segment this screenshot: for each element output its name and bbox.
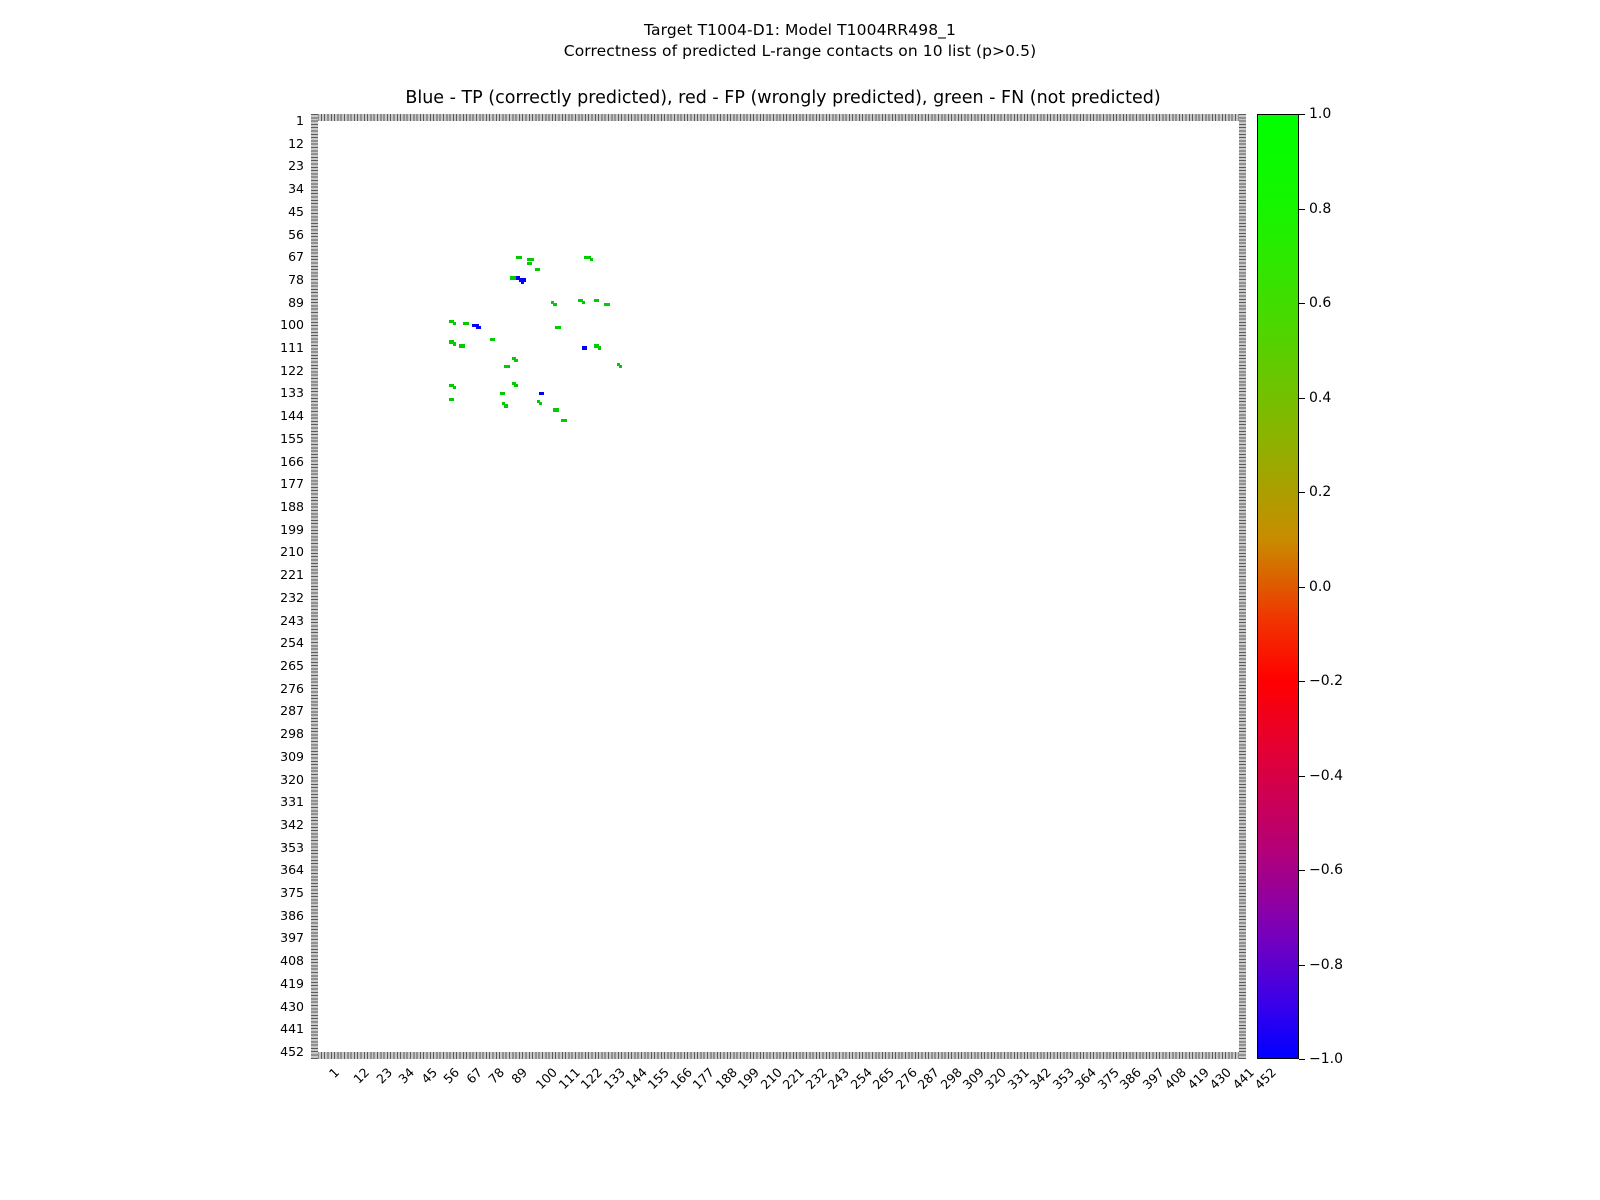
x-axis-tick-label: 265 — [869, 1064, 898, 1093]
x-axis-tick-label: 342 — [1026, 1064, 1055, 1093]
x-axis-tick-label: 111 — [555, 1064, 583, 1093]
colorbar-tick-mark — [1299, 1059, 1305, 1060]
colorbar-tick-label: 0.0 — [1309, 578, 1332, 595]
colorbar-tick-mark — [1299, 114, 1305, 115]
y-axis-tick-label: 386 — [280, 907, 304, 923]
colorbar-tick-label: 1.0 — [1309, 106, 1332, 122]
x-axis-tick-label: 287 — [914, 1064, 943, 1093]
y-axis-tick-label: 199 — [280, 521, 304, 537]
x-axis-tick-label: 34 — [395, 1064, 418, 1087]
x-axis-tick-label: 166 — [667, 1064, 695, 1093]
colorbar-tick-label: 0.6 — [1309, 295, 1332, 311]
x-axis-tick-label: 320 — [982, 1064, 1010, 1093]
x-axis-tick-label: 430 — [1206, 1064, 1235, 1093]
x-axis-tick-label: 331 — [1004, 1064, 1032, 1093]
contact-point — [606, 303, 609, 306]
x-axis-tick-label: 210 — [757, 1064, 785, 1093]
contact-point — [557, 326, 560, 329]
chart-legend-annotation: Blue - TP (correctly predicted), red - FP (wrongly predicted), green - FN (not predicted) — [405, 88, 1161, 108]
y-axis-tick-labels — [240, 114, 304, 1059]
x-axis-tick-label: 441 — [1229, 1064, 1257, 1093]
y-axis-tick-label: 265 — [280, 657, 304, 673]
colorbar-tick-label: −0.2 — [1309, 673, 1343, 689]
y-axis-tick-label: 408 — [280, 953, 304, 969]
y-axis-tick-label: 353 — [280, 839, 304, 855]
chart-title-line-2: Correctness of predicted L-range contacts on 10 list (p>0.5) — [563, 42, 1037, 60]
contact-point — [531, 258, 534, 261]
colorbar-tick-label: −0.4 — [1309, 767, 1343, 784]
colorbar-tick-mark — [1299, 303, 1305, 304]
x-axis-tick-label: 122 — [577, 1064, 606, 1093]
contact-point — [539, 402, 542, 405]
x-axis-tick-label: 23 — [373, 1064, 396, 1087]
x-axis-tick-label: 309 — [959, 1064, 988, 1093]
x-axis-tick-label: 364 — [1071, 1064, 1100, 1093]
y-axis-tick-label: 56 — [288, 226, 304, 242]
colorbar-gradient — [1257, 114, 1299, 1059]
contact-point — [516, 276, 519, 279]
y-axis-tick-label: 133 — [280, 385, 304, 401]
x-axis-tick-labels — [311, 1064, 1280, 1144]
y-axis-tick-label: 276 — [280, 680, 304, 696]
y-axis-tick-label: 287 — [280, 703, 304, 719]
x-axis-tick-label: 386 — [1116, 1064, 1145, 1093]
axis-ticks-right — [1239, 114, 1246, 1059]
axis-ticks-bottom — [311, 1052, 1246, 1059]
x-axis-tick-label: 89 — [507, 1064, 530, 1087]
y-axis-tick-label: 45 — [288, 203, 304, 219]
x-axis-tick-label: 353 — [1049, 1064, 1077, 1093]
colorbar-tick-mark — [1299, 398, 1305, 399]
x-axis-tick-label: 419 — [1184, 1064, 1212, 1093]
contact-point — [472, 324, 475, 327]
colorbar-tick-label: 0.4 — [1309, 389, 1332, 406]
y-axis-tick-label: 452 — [280, 1044, 304, 1059]
colorbar-tick-mark — [1299, 209, 1305, 210]
contact-point — [502, 392, 505, 395]
x-axis-tick-label: 298 — [937, 1064, 965, 1093]
y-axis-tick-label: 320 — [280, 771, 304, 787]
chart-title-block — [0, 20, 1600, 62]
contact-point — [582, 301, 585, 304]
contact-point — [514, 359, 517, 362]
contact-point — [563, 419, 566, 422]
y-axis-tick-label: 1 — [296, 113, 304, 128]
y-axis-tick-label: 188 — [280, 499, 304, 515]
contact-point — [504, 404, 507, 407]
x-axis-tick-label: 12 — [350, 1064, 373, 1087]
x-axis-tick-label: 375 — [1094, 1064, 1122, 1093]
colorbar-tick-label: −1.0 — [1309, 1051, 1343, 1067]
y-axis-tick-label: 419 — [280, 975, 304, 991]
contact-point — [461, 344, 464, 347]
contact-map-points-layer — [318, 121, 1239, 1052]
contact-point — [465, 322, 468, 325]
x-axis-tick-label: 408 — [1161, 1064, 1190, 1093]
y-axis-tick-label: 89 — [288, 294, 304, 310]
contact-point — [590, 258, 593, 261]
x-axis-tick-label: 78 — [485, 1064, 508, 1087]
colorbar-tick-mark — [1299, 965, 1305, 966]
x-axis-tick-label: 452 — [1251, 1064, 1280, 1093]
x-axis-tick-label: 188 — [712, 1064, 740, 1093]
y-axis-tick-label: 155 — [280, 430, 304, 446]
contact-point — [596, 299, 599, 302]
colorbar-tick-mark — [1299, 681, 1305, 682]
contact-point — [555, 408, 558, 411]
y-axis-tick-label: 221 — [280, 567, 304, 583]
contact-point — [514, 384, 517, 387]
y-axis-tick-label: 243 — [280, 612, 304, 628]
y-axis-tick-label: 232 — [280, 589, 304, 605]
contact-point — [553, 303, 556, 306]
x-axis-tick-label: 232 — [802, 1064, 830, 1093]
colorbar-tick-labels — [1299, 106, 1359, 1067]
contact-point — [537, 268, 540, 271]
y-axis-tick-label: 342 — [280, 816, 304, 832]
y-axis-tick-label: 298 — [280, 726, 304, 742]
x-axis-tick-label: 1 — [325, 1064, 343, 1081]
colorbar-tick-mark — [1299, 870, 1305, 871]
contact-point — [529, 262, 532, 265]
x-axis-tick-label: 45 — [418, 1064, 440, 1087]
y-axis-tick-label: 430 — [280, 998, 304, 1014]
colorbar-tick-label: −0.8 — [1309, 956, 1343, 973]
colorbar-tick-label: 0.2 — [1309, 484, 1332, 500]
colorbar — [1257, 114, 1299, 1059]
contact-point — [619, 365, 622, 368]
contact-point — [598, 346, 601, 349]
contact-point — [584, 346, 587, 349]
chart-title-line-1: Target T1004-D1: Model T1004RR498_1 — [644, 21, 956, 39]
y-axis-tick-label: 210 — [280, 544, 304, 560]
y-axis-tick-label: 441 — [280, 1021, 304, 1037]
y-axis-tick-label: 144 — [280, 408, 304, 424]
y-axis-tick-label: 364 — [280, 862, 304, 878]
x-axis-tick-label: 56 — [440, 1064, 463, 1087]
contact-map-plot[interactable] — [311, 114, 1246, 1059]
contact-point — [453, 322, 456, 325]
colorbar-tick-mark — [1299, 492, 1305, 493]
y-axis-tick-label: 67 — [288, 249, 304, 265]
x-axis-tick-label: 100 — [532, 1064, 561, 1093]
axis-ticks-left — [311, 114, 318, 1059]
x-axis-tick-label: 67 — [463, 1064, 485, 1087]
x-axis-tick-label: 144 — [622, 1064, 651, 1093]
contact-point — [523, 278, 526, 281]
colorbar-tick-label: −0.6 — [1309, 862, 1343, 878]
x-axis-tick-label: 221 — [779, 1064, 808, 1093]
x-axis-tick-label: 276 — [892, 1064, 920, 1093]
colorbar-tick-label: 0.8 — [1309, 200, 1332, 217]
y-axis-tick-label: 166 — [280, 453, 304, 469]
y-axis-tick-label: 111 — [280, 340, 304, 356]
y-axis-tick-label: 12 — [288, 135, 304, 151]
x-axis-tick-label: 397 — [1139, 1064, 1167, 1093]
x-axis-tick-label: 133 — [600, 1064, 628, 1093]
y-axis-tick-label: 34 — [288, 181, 304, 197]
x-axis-tick-label: 243 — [824, 1064, 853, 1093]
y-axis-tick-label: 375 — [280, 885, 304, 901]
x-axis-tick-label: 155 — [645, 1064, 673, 1093]
x-axis-tick-label: 177 — [689, 1064, 718, 1093]
y-axis-tick-label: 177 — [280, 476, 304, 492]
y-axis-tick-label: 331 — [280, 794, 304, 810]
contact-point — [541, 392, 544, 395]
contact-point — [512, 276, 515, 279]
y-axis-tick-label: 23 — [288, 158, 304, 174]
contact-point — [506, 365, 509, 368]
axis-ticks-top — [311, 114, 1246, 121]
y-axis-tick-label: 397 — [280, 930, 304, 946]
y-axis-tick-label: 309 — [280, 748, 304, 764]
y-axis-tick-label: 254 — [280, 635, 304, 651]
contact-point — [453, 342, 456, 345]
colorbar-tick-mark — [1299, 776, 1305, 777]
colorbar-tick-mark — [1299, 587, 1305, 588]
contact-point — [478, 326, 481, 329]
contact-point — [519, 256, 522, 259]
x-axis-tick-label: 254 — [847, 1064, 875, 1093]
x-axis-tick-label: 199 — [734, 1064, 763, 1093]
contact-point — [453, 386, 456, 389]
y-axis-tick-label: 122 — [280, 362, 304, 378]
contact-point — [451, 398, 454, 401]
y-axis-tick-label: 78 — [288, 271, 304, 287]
y-axis-tick-label: 100 — [280, 317, 304, 333]
contact-point — [492, 338, 495, 341]
